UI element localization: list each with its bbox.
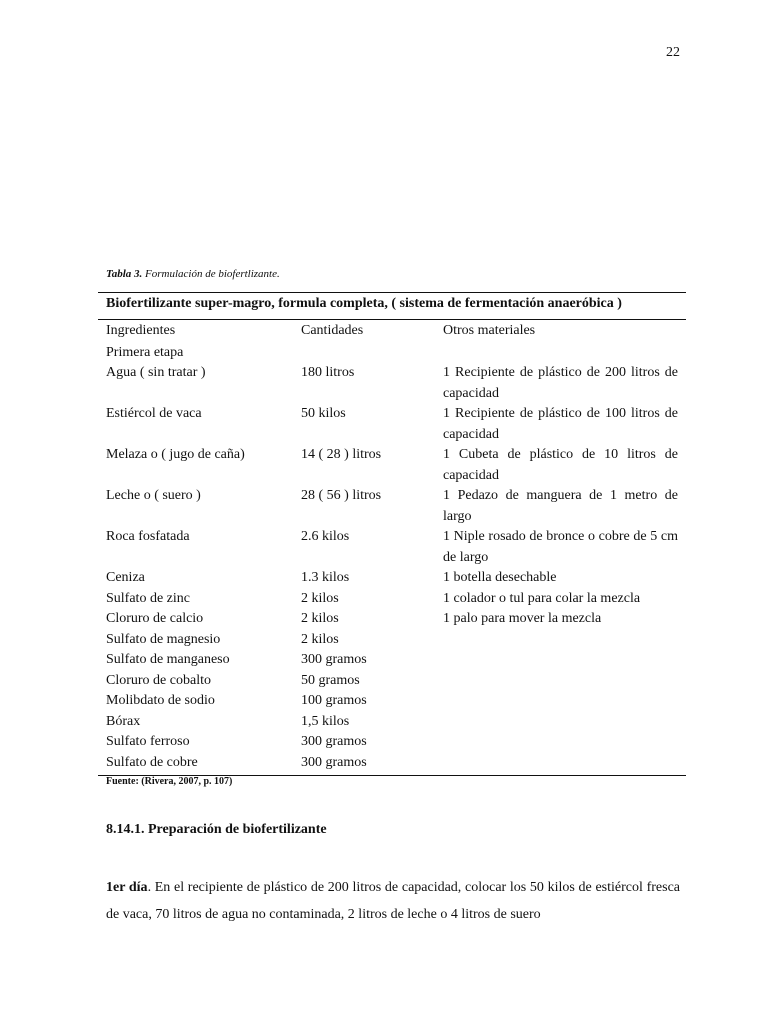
table-row (98, 404, 686, 445)
table-row (98, 343, 686, 364)
table-row (98, 363, 686, 404)
table-row (98, 712, 686, 733)
cell-cantidad: 50 gramos (301, 672, 360, 688)
cell-ingrediente: Sulfato de zinc (106, 590, 190, 606)
cell-ingrediente: Bórax (106, 713, 141, 729)
data-table (98, 292, 686, 776)
cell-material (443, 671, 678, 692)
header-cantidades: Cantidades (301, 323, 364, 338)
cell-material: 1 colador o tul para colar la mezcla (443, 590, 641, 606)
cell-cantidad: 2 kilos (301, 611, 339, 626)
cell-material (443, 650, 678, 671)
cell-ingrediente: Sulfato de magnesio (106, 631, 221, 647)
cell-material (443, 691, 678, 712)
cell-material: 1 Recipiente de plástico de 200 litros de capacidad (443, 365, 678, 401)
body-paragraph (106, 874, 680, 928)
section-heading: 8.14.1. Preparación de biofertilizante (106, 822, 327, 837)
cell-ingrediente: Cloruro de calcio (106, 611, 204, 626)
cell-ingrediente: Molibdato de sodio (106, 693, 215, 708)
cell-cantidad: 300 gramos (301, 652, 367, 667)
header-otros-materiales: Otros materiales (443, 323, 536, 338)
page-number: 22 (666, 45, 680, 60)
cell-material: 1 Niple rosado de bronce o cobre de 5 cm de largo (443, 529, 678, 565)
table-row (98, 691, 686, 712)
table-source: Fuente: (Rivera, 2007, p. 107) (106, 776, 233, 787)
cell-cantidad: 14 ( 28 ) litros (301, 447, 382, 462)
cell-material: 1 Cubeta de plástico de 10 litros de capacidad (443, 447, 678, 483)
table-title: Biofertilizante super-magro, formula completa, ( sistema de fermentación anaeróbica ) (106, 296, 622, 311)
header-ingredientes: Ingredientes (106, 323, 176, 338)
cell-cantidad: 300 gramos (301, 734, 367, 749)
cell-cantidad (301, 343, 443, 364)
cell-cantidad: 100 gramos (301, 693, 367, 708)
cell-cantidad: 1,5 kilos (301, 713, 350, 729)
paragraph-lead: 1er día (106, 880, 148, 895)
table-row (98, 568, 686, 589)
cell-material (443, 630, 678, 651)
table-caption (106, 268, 280, 280)
cell-material (443, 753, 678, 774)
paragraph-text: . En el recipiente de plástico de 200 litros de capacidad, colocar los 50 kilos de estiércol fresca de vaca, 70 litros de agua no contaminada, 2 litros de leche o 4 litros de suero (106, 880, 681, 922)
cell-cantidad: 50 kilos (301, 406, 346, 421)
cell-cantidad: 180 litros (301, 365, 355, 380)
cell-cantidad: 1.3 kilos (301, 570, 350, 585)
table-row (98, 589, 686, 610)
cell-ingrediente: Ceniza (106, 570, 145, 585)
cell-ingrediente: Cloruro de cobalto (106, 672, 211, 688)
cell-ingrediente: Sulfato de manganeso (106, 652, 230, 667)
table-row (98, 630, 686, 651)
table-row (98, 671, 686, 692)
table-header-row (98, 320, 686, 342)
caption-label: Tabla 3. (106, 268, 143, 280)
cell-material: 1 palo para mover la mezcla (443, 611, 602, 626)
cell-ingrediente: Leche o ( suero ) (106, 488, 201, 503)
cell-material: 1 Recipiente de plástico de 100 litros de capacidad (443, 406, 678, 442)
cell-material (443, 343, 678, 364)
cell-cantidad: 2 kilos (301, 590, 339, 606)
table-row (98, 650, 686, 671)
caption-text: Formulación de biofertlizante. (142, 268, 280, 280)
cell-ingrediente: Primera etapa (106, 344, 184, 360)
cell-material (443, 712, 678, 733)
cell-ingrediente: Sulfato ferroso (106, 734, 190, 749)
cell-material: 1 botella desechable (443, 570, 557, 585)
cell-ingrediente: Melaza o ( jugo de caña) (106, 447, 245, 462)
table-row (98, 486, 686, 527)
table-row (98, 753, 686, 774)
table-row (98, 445, 686, 486)
cell-cantidad: 2 kilos (301, 631, 339, 647)
cell-cantidad: 28 ( 56 ) litros (301, 488, 382, 503)
table-row (98, 732, 686, 753)
cell-cantidad: 2.6 kilos (301, 529, 350, 544)
cell-ingrediente: Roca fosfatada (106, 529, 190, 544)
cell-material: 1 Pedazo de manguera de 1 metro de largo (443, 488, 678, 524)
cell-ingrediente: Estiércol de vaca (106, 406, 202, 421)
table-row (98, 527, 686, 568)
cell-ingrediente: Sulfato de cobre (106, 754, 198, 770)
cell-cantidad: 300 gramos (301, 754, 367, 770)
cell-ingrediente: Agua ( sin tratar ) (106, 365, 206, 380)
cell-material (443, 732, 678, 753)
table-row (98, 609, 686, 630)
table-body (98, 342, 686, 776)
